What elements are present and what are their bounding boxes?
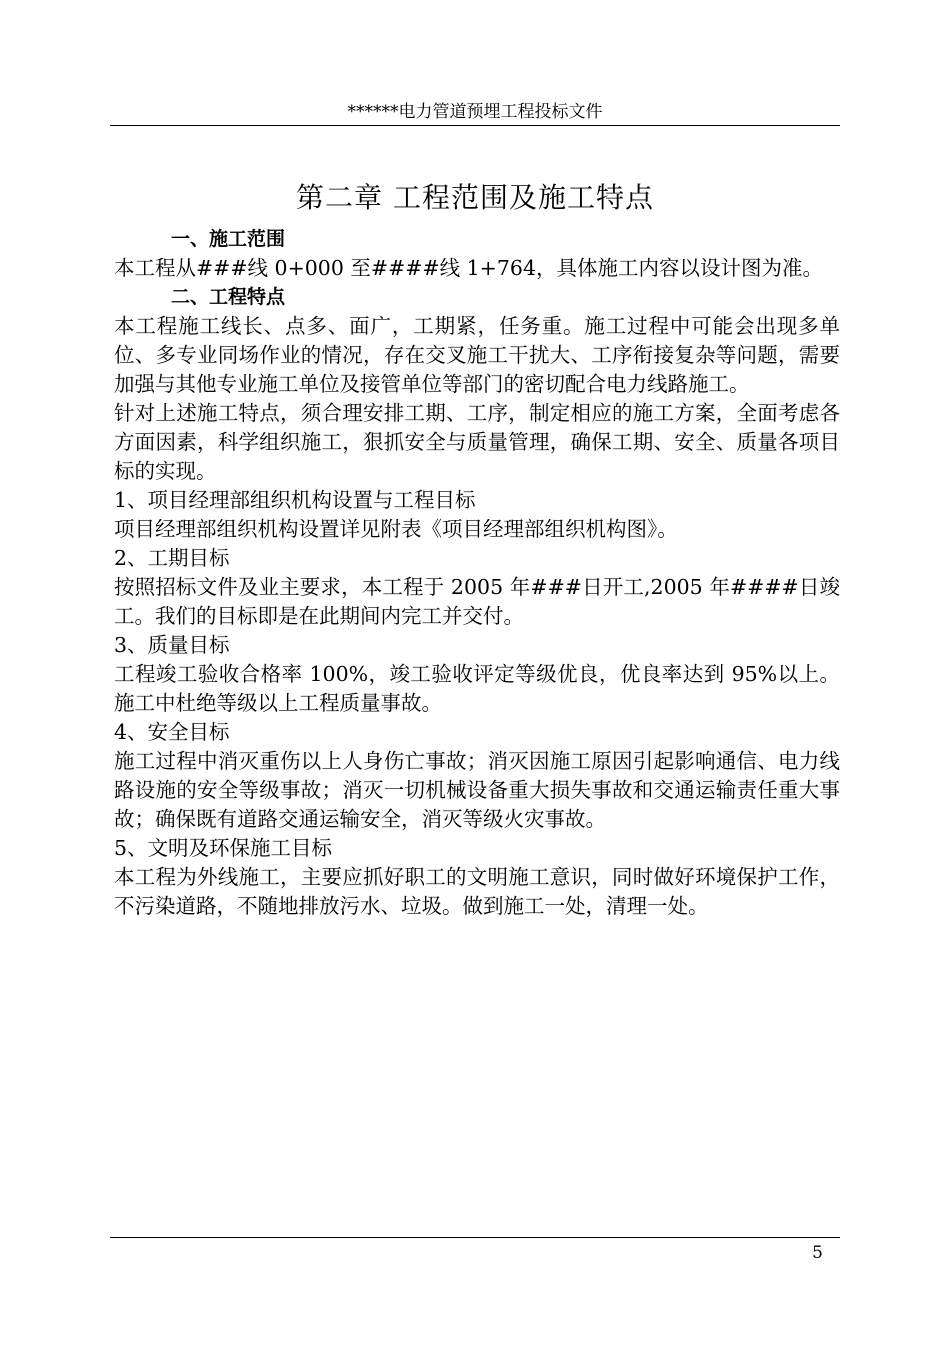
paragraph-scope: 本工程从###线 0+000 至####线 1+764，具体施工内容以设计图为准。 bbox=[114, 256, 823, 280]
document-header-title: ******电力管道预埋工程投标文件 bbox=[347, 102, 603, 122]
section-heading-scope: 一、施工范围 bbox=[171, 228, 286, 250]
goal-text-safety: 施工过程中消灭重伤以上人身伤亡事故；消灭因施工原因引起影响通信、电力线路设施的安全等级事故；消灭一切机械设备重大损失事故和交通运输责任重大事故；确保既有道路交通运输安全，消灭等级火灾事故。 bbox=[114, 749, 840, 831]
goal-text-schedule: 按照招标文件及业主要求，本工程于 2005 年###日开工,2005 年####日竣工。我们的目标即是在此期间内完工并交付。 bbox=[114, 575, 840, 628]
chapter-title: 第二章 工程范围及施工特点 bbox=[296, 181, 654, 214]
section-heading-features: 二、工程特点 bbox=[171, 286, 286, 308]
goal-title-civilized: 5、文明及环保施工目标 bbox=[114, 836, 333, 860]
paragraph-features-1: 本工程施工线长、点多、面广，工期紧，任务重。施工过程中可能会出现多单位、多专业同场作业的情况，存在交叉施工干扰大、工序衔接复杂等问题，需要加强与其他专业施工单位及接管单位等部门的密切配合电力线路施工。 bbox=[114, 314, 840, 396]
goal-title-safety: 4、安全目标 bbox=[114, 720, 230, 744]
goal-text-civilized: 本工程为外线施工，主要应抓好职工的文明施工意识，同时做好环境保护工作，不污染道路，不随地排放污水、垃圾。做到施工一处，清理一处。 bbox=[114, 865, 840, 918]
page-number: 5 bbox=[812, 1243, 823, 1263]
document-body bbox=[114, 225, 840, 921]
footer-rule bbox=[110, 1237, 840, 1238]
header-rule bbox=[110, 125, 840, 126]
goal-text-quality: 工程竣工验收合格率 100%，竣工验收评定等级优良，优良率达到 95%以上。施工中杜绝等级以上工程质量事故。 bbox=[114, 662, 840, 715]
goal-text-organization: 项目经理部组织机构设置详见附表《项目经理部组织机构图》。 bbox=[114, 517, 678, 541]
goal-title-organization: 1、项目经理部组织机构设置与工程目标 bbox=[114, 488, 476, 512]
goal-title-schedule: 2、工期目标 bbox=[114, 546, 230, 570]
goal-title-quality: 3、质量目标 bbox=[114, 633, 230, 657]
paragraph-features-2: 针对上述施工特点，须合理安排工期、工序，制定相应的施工方案，全面考虑各方面因素，科学组织施工，狠抓安全与质量管理，确保工期、安全、质量各项目标的实现。 bbox=[114, 401, 840, 483]
